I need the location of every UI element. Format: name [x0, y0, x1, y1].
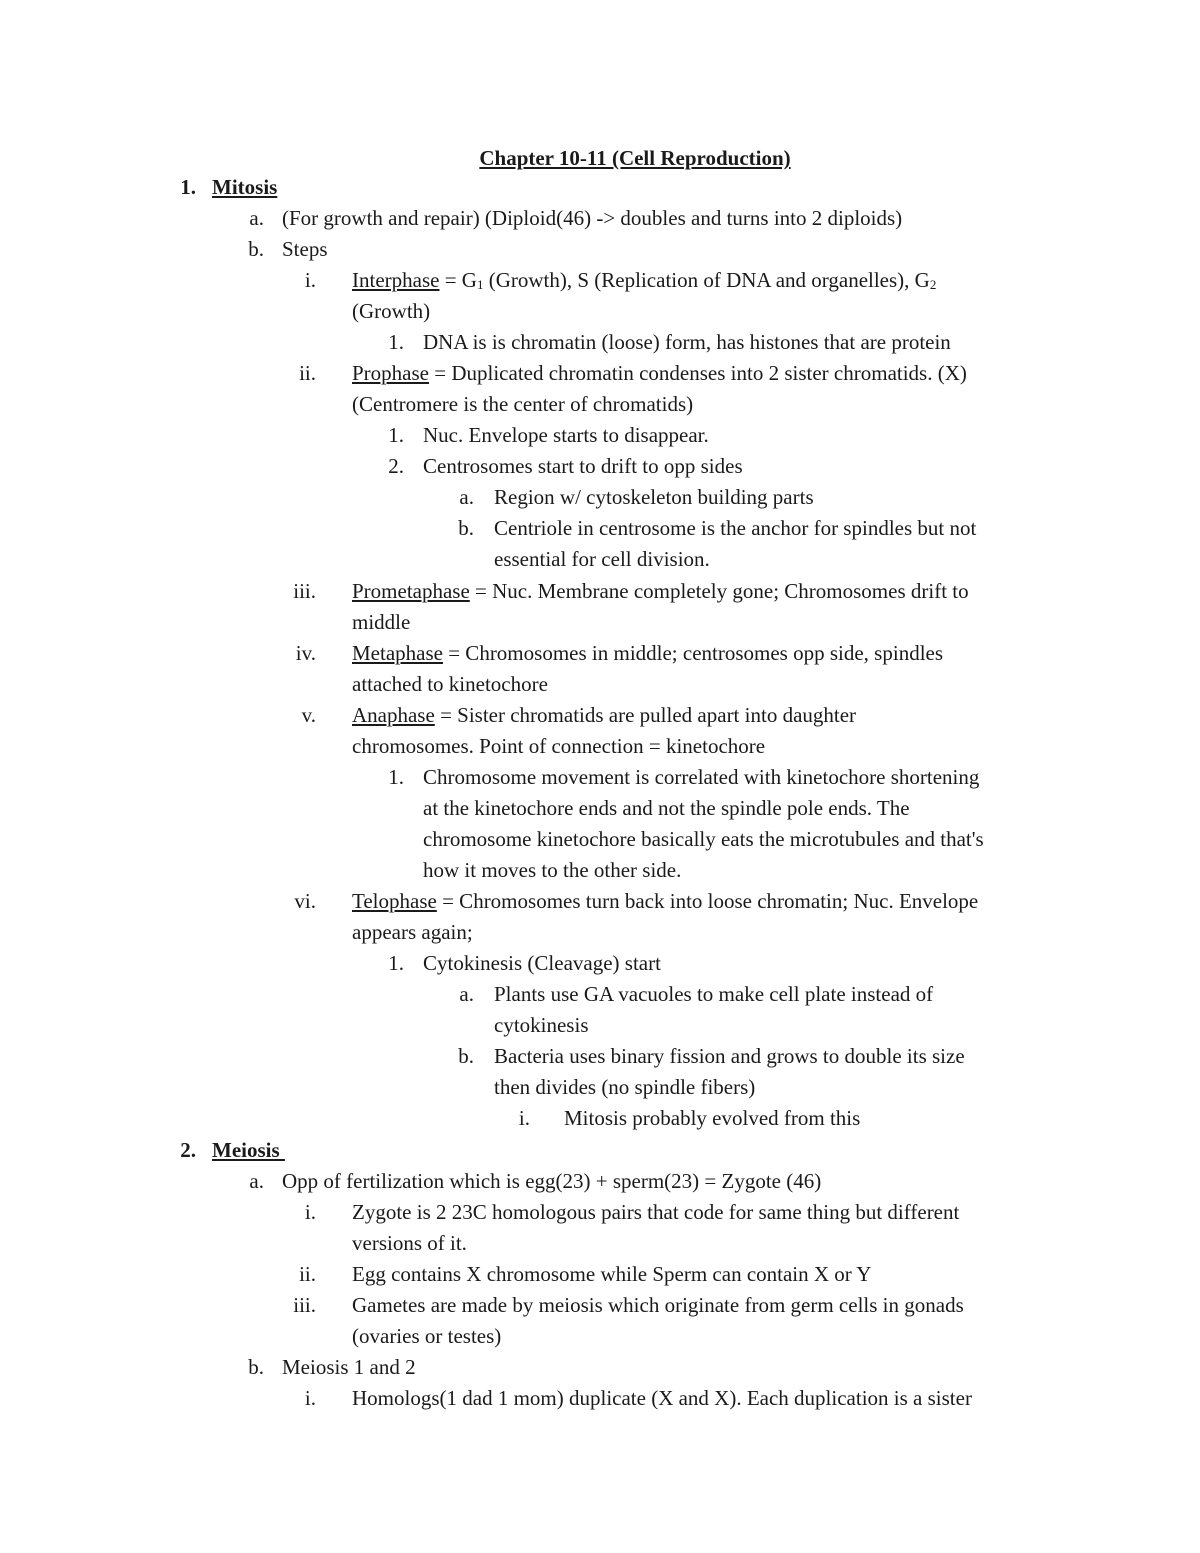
list-item: Steps — [282, 237, 328, 261]
list-item-telophase: Telophase = Chromosomes turn back into loose chromatin; Nuc. Envelope — [352, 889, 979, 913]
list-marker: v. — [301, 703, 316, 727]
section-heading-mitosis: Mitosis — [212, 175, 278, 199]
list-marker: iv. — [295, 641, 316, 665]
list-item-continuation: middle — [352, 610, 411, 634]
list-item-prophase: Prophase = Duplicated chromatin condenses into 2 sister chromatids. (X) — [352, 361, 967, 385]
list-marker: 1. — [388, 951, 404, 975]
list-item-prometaphase: Prometaphase = Nuc. Membrane completely gone; Chromosomes drift to — [352, 579, 969, 603]
list-item: Bacteria uses binary fission and grows to double its size — [494, 1044, 965, 1068]
list-item: (For growth and repair) (Diploid(46) -> doubles and turns into 2 diploids) — [282, 206, 903, 230]
list-item: Mitosis probably evolved from this — [564, 1106, 861, 1130]
list-item-continuation: appears again; — [352, 920, 473, 944]
list-item-continuation: cytokinesis — [494, 1013, 589, 1037]
list-item-continuation: at the kinetochore ends and not the spindle pole ends. The — [423, 796, 910, 820]
list-item-continuation: essential for cell division. — [494, 547, 710, 571]
list-item: Plants use GA vacuoles to make cell plate instead of — [494, 982, 934, 1006]
list-item-continuation: (Growth) — [352, 299, 431, 323]
list-marker: b. — [458, 1044, 474, 1068]
list-item-continuation: chromosomes. Point of connection = kinetochore — [352, 734, 766, 758]
list-marker: a. — [459, 485, 474, 509]
list-item: Gametes are made by meiosis which originate from germ cells in gonads — [352, 1293, 964, 1317]
list-item-continuation: chromosome kinetochore basically eats the microtubules and that's — [423, 827, 984, 851]
list-marker: i. — [304, 1386, 316, 1410]
list-marker: iii. — [293, 1293, 316, 1317]
term-interphase: Interphase — [352, 268, 440, 292]
list-item: Chromosome movement is correlated with kinetochore shortening — [423, 765, 980, 789]
list-item: Region w/ cytoskeleton building parts — [494, 485, 814, 509]
term-anaphase: Anaphase — [352, 703, 435, 727]
list-item: Homologs(1 dad 1 mom) duplicate (X and X). Each duplication is a sister — [352, 1386, 972, 1410]
list-marker: b. — [458, 516, 474, 540]
list-marker: b. — [248, 237, 264, 261]
list-marker: iii. — [293, 579, 316, 603]
list-item: Centriole in centrosome is the anchor for spindles but not — [494, 516, 977, 540]
list-item: Cytokinesis (Cleavage) start — [423, 951, 661, 975]
list-marker: 1. — [388, 330, 404, 354]
list-item-interphase: Interphase = $G_1$ (Growth), S (Replication of DNA and organelles), $G_2$ — [352, 268, 937, 292]
list-item-continuation: (ovaries or testes) — [352, 1324, 502, 1348]
list-marker: i. — [304, 268, 316, 292]
term-metaphase: Metaphase — [352, 641, 443, 665]
list-marker: ii. — [299, 361, 316, 385]
list-item: Centrosomes start to drift to opp sides — [423, 454, 743, 478]
list-item: DNA is is chromatin (loose) form, has histones that are protein — [423, 330, 951, 354]
list-item-anaphase: Anaphase = Sister chromatids are pulled apart into daughter — [352, 703, 857, 727]
list-marker: a. — [459, 982, 474, 1006]
list-marker: i. — [518, 1106, 530, 1130]
list-marker: a. — [249, 206, 264, 230]
list-item-continuation: then divides (no spindle fibers) — [494, 1075, 756, 1099]
list-marker: 1. — [388, 765, 404, 789]
term-telophase: Telophase — [352, 889, 437, 913]
list-item: Opp of fertilization which is egg(23) + sperm(23) = Zygote (46) — [282, 1169, 822, 1193]
list-item-continuation: (Centromere is the center of chromatids) — [352, 392, 694, 416]
term-prophase: Prophase — [352, 361, 429, 385]
list-marker: 1. — [388, 423, 404, 447]
section-number: 1. — [180, 175, 196, 199]
list-marker: a. — [249, 1169, 264, 1193]
list-item-continuation: versions of it. — [352, 1231, 467, 1255]
list-item: Egg contains X chromosome while Sperm can contain X or Y — [352, 1262, 872, 1286]
list-marker: b. — [248, 1355, 264, 1379]
list-marker: vi. — [294, 889, 316, 913]
list-item-metaphase: Metaphase = Chromosomes in middle; centrosomes opp side, spindles — [352, 641, 944, 665]
list-item-continuation: attached to kinetochore — [352, 672, 548, 696]
term-prometaphase: Prometaphase — [352, 579, 470, 603]
list-item: Meiosis 1 and 2 — [282, 1355, 416, 1379]
page-title: Chapter 10-11 (Cell Reproduction) — [479, 146, 791, 170]
list-item: Zygote is 2 23C homologous pairs that code for same thing but different — [352, 1200, 960, 1224]
list-marker: i. — [304, 1200, 316, 1224]
list-marker: 2. — [388, 454, 404, 478]
section-heading-meiosis: Meiosis — [212, 1138, 285, 1162]
section-number: 2. — [180, 1138, 196, 1162]
list-item: Nuc. Envelope starts to disappear. — [423, 423, 709, 447]
list-item-continuation: how it moves to the other side. — [423, 858, 682, 882]
list-marker: ii. — [299, 1262, 316, 1286]
